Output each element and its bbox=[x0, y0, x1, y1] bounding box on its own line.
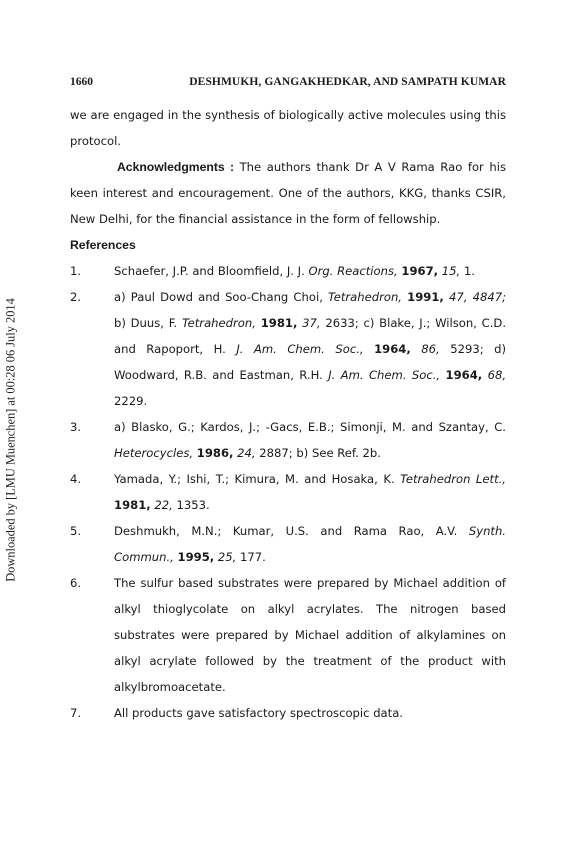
reference-text: 24, bbox=[237, 446, 256, 460]
references-heading: References bbox=[70, 238, 136, 252]
reference-number: 3. bbox=[70, 420, 82, 434]
reference-text: 2229. bbox=[114, 394, 148, 408]
reference-text: 86, bbox=[421, 342, 440, 356]
reference-item bbox=[70, 466, 506, 518]
acknowledgments-heading: Acknowledgments : bbox=[117, 160, 235, 174]
reference-item bbox=[70, 284, 506, 414]
reference-text: Org. Reactions, bbox=[308, 264, 398, 278]
reference-number: 2. bbox=[70, 290, 82, 304]
reference-text: 22, bbox=[154, 498, 173, 512]
reference-text: 25, bbox=[217, 550, 237, 564]
reference-list bbox=[70, 258, 506, 726]
reference-text: Heterocycles, bbox=[114, 446, 194, 460]
reference-text: All products gave satisfactory spectroscopic data. bbox=[114, 706, 403, 720]
reference-text: Yamada, Y.; Ishi, T.; Kimura, M. and Hosaka, K. bbox=[114, 472, 401, 486]
reference-text: 37, bbox=[302, 316, 321, 330]
reference-text: Synth. Commun., bbox=[114, 524, 506, 564]
reference-text: J. Am. Chem. Soc., bbox=[236, 342, 364, 356]
reference-text: a) Blasko, G.; Kardos, J.; -Gacs, E.B.; Simonji, M. and Szantay, C. bbox=[114, 420, 506, 434]
reference-text: 1. bbox=[460, 264, 475, 278]
reference-text: 1986, bbox=[196, 446, 234, 460]
reference-text: 2633; c) Blake, J.; Wilson, C.D. and Rapoport, H. bbox=[114, 316, 507, 356]
acknowledgments-text: The authors thank Dr A V Rama Rao for his keen interest and encouragement. One of the authors, KKG, thanks CSIR, New Delhi, for the financial assistance in the form of fellowship. bbox=[70, 160, 506, 226]
download-watermark bbox=[0, 0, 20, 863]
reference-text bbox=[364, 342, 375, 356]
acknowledgments-paragraph bbox=[70, 154, 506, 232]
reference-text: 68, bbox=[487, 368, 507, 382]
reference-text: a) Paul Dowd and Soo-Chang Choi, bbox=[114, 290, 329, 304]
reference-text: b) Duus, F. bbox=[114, 316, 182, 330]
reference-text: 1981, bbox=[114, 498, 151, 512]
reference-text: J. Am. Chem. Soc., bbox=[328, 368, 441, 382]
reference-item bbox=[70, 258, 506, 284]
reference-text: The sulfur based substrates were prepared by Michael addition of alkyl thioglycolate on alkyl acrylates. The nitrogen based substrates were prepared by Michael addition of alkylamines on alkyl acrylate followed by the treatment of the product with alkylbromoacetate. bbox=[114, 576, 506, 694]
running-head-authors: DESHMUKH, GANGAKHEDKAR, AND SAMPATH KUMAR bbox=[189, 76, 506, 88]
reference-text: 177. bbox=[236, 550, 266, 564]
page-number: 1660 bbox=[70, 76, 93, 88]
reference-text: 1964, bbox=[445, 368, 483, 382]
reference-item bbox=[70, 414, 506, 466]
reference-text: 15, bbox=[441, 264, 461, 278]
reference-text: Tetrahedron, bbox=[181, 316, 256, 330]
reference-text: 47, 4847; bbox=[449, 290, 507, 304]
page-body bbox=[70, 102, 506, 726]
reference-number: 1. bbox=[70, 264, 82, 278]
reference-number: 4. bbox=[70, 472, 82, 486]
reference-text: 1995, bbox=[177, 550, 215, 564]
download-note: Downloaded by [LMU Muenchen] at 00:28 06 July 2014 bbox=[3, 298, 18, 582]
reference-text: 1353. bbox=[172, 498, 210, 512]
reference-text: Tetrahedron Lett., bbox=[400, 472, 506, 486]
running-header bbox=[70, 76, 506, 94]
reference-text: 1967, bbox=[401, 264, 439, 278]
reference-text: Schaefer, J.P. and Bloomfield, J. J. bbox=[114, 264, 309, 278]
reference-text: 2887; b) See Ref. 2b. bbox=[255, 446, 381, 460]
intro-paragraph: we are engaged in the synthesis of biologically active molecules using this protocol. bbox=[70, 108, 506, 148]
reference-text bbox=[411, 342, 422, 356]
reference-text: 1991, bbox=[407, 290, 444, 304]
reference-item bbox=[70, 700, 506, 726]
reference-number: 7. bbox=[70, 706, 82, 720]
reference-text: Tetrahedron, bbox=[328, 290, 402, 304]
reference-item bbox=[70, 518, 506, 570]
reference-number: 5. bbox=[70, 524, 82, 538]
reference-number: 6. bbox=[70, 576, 82, 590]
reference-text: 1964, bbox=[374, 342, 411, 356]
reference-item bbox=[70, 570, 506, 700]
reference-text: Deshmukh, M.N.; Kumar, U.S. and Rama Rao, A.V. bbox=[114, 524, 469, 538]
reference-text: 5293; d) Woodward, R.B. and Eastman, R.H. bbox=[114, 342, 507, 382]
reference-text: 1981, bbox=[260, 316, 298, 330]
